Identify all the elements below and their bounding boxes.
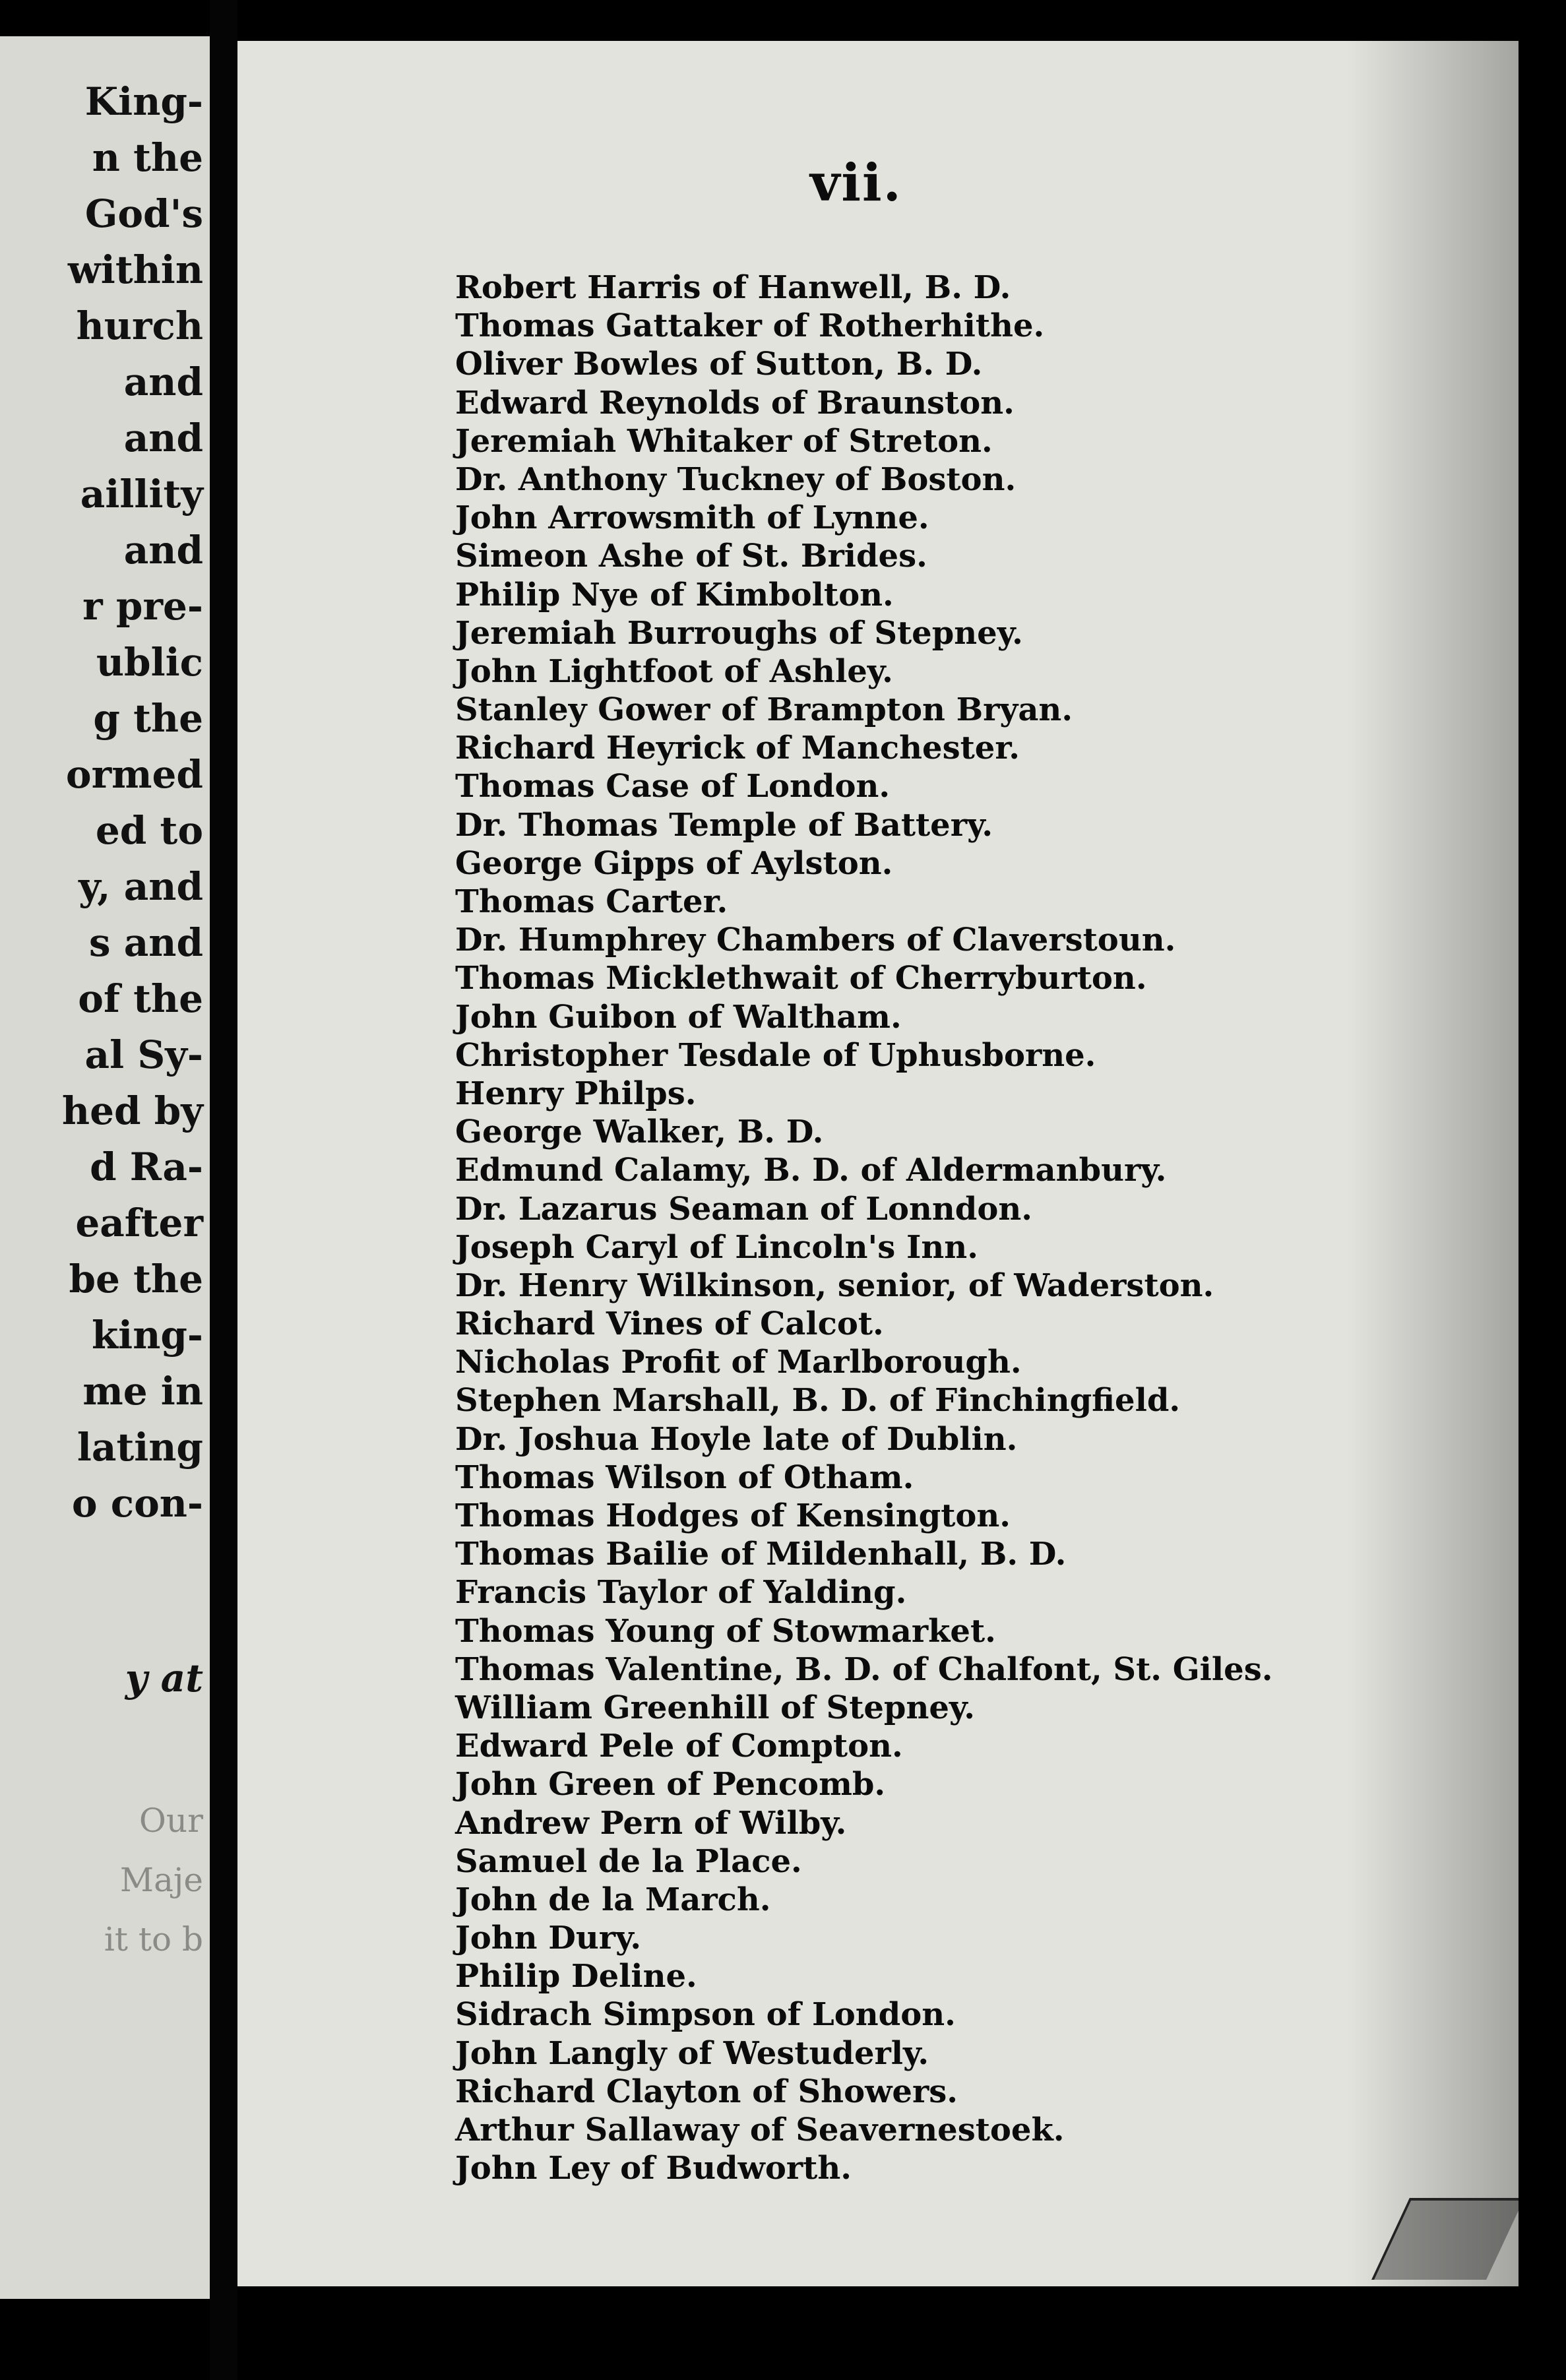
left-page-text-fragment: d Ra- [90,1144,203,1189]
name-entry: Thomas Bailie of Mildenhall, B. D. [455,1536,1067,1573]
name-entry: Philip Nye of Kimbolton. [455,576,894,613]
name-entry: Richard Vines of Calcot. [455,1305,884,1343]
name-entry: Richard Clayton of Showers. [455,2073,958,2110]
name-entry: Jeremiah Burroughs of Stepney. [455,614,1023,652]
name-entry: Philip Deline. [455,1958,697,1995]
left-page-text-fragment: and [123,528,203,573]
name-entry: John Arrowsmith of Lynne. [455,499,929,537]
name-entry: Sidrach Simpson of London. [455,1996,956,2034]
left-page-text-fragment: within [67,247,203,292]
left-page-text-fragment: it to b [104,1920,203,1958]
name-entry: Robert Harris of Hanwell, B. D. [455,269,1011,306]
name-entry: Christopher Tesdale of Uphusborne. [455,1036,1096,1074]
left-page-text-fragment: o con- [71,1481,203,1526]
name-entry: John Green of Pencomb. [455,1766,886,1803]
main-page [237,41,1519,2286]
name-entry: John Dury. [455,1920,642,1957]
name-entry: Simeon Ashe of St. Brides. [455,538,927,575]
name-entry: Samuel de la Place. [455,1842,802,1880]
left-page-text-fragment: God's [84,191,203,236]
name-entry: Thomas Gattaker of Rotherhithe. [455,307,1045,345]
left-page-text-fragment: r pre- [82,584,203,629]
left-page-text-fragment: eafter [75,1201,203,1245]
page-shadow [1347,41,1519,2286]
name-entry: Edmund Calamy, B. D. of Aldermanbury. [455,1152,1167,1189]
name-entry: Nicholas Profit of Marlborough. [455,1344,1022,1381]
name-entry: Edward Reynolds of Braunston. [455,384,1015,422]
left-page-text-fragment: n the [92,135,203,180]
name-entry: Dr. Anthony Tuckney of Boston. [455,460,1017,498]
left-page-text-fragment: of the [78,976,203,1021]
name-entry: Dr. Henry Wilkinson, senior, of Waderston. [455,1267,1214,1304]
name-entry: Dr. Thomas Temple of Battery. [455,806,993,844]
name-entry: Richard Heyrick of Manchester. [455,730,1020,767]
name-entry: Thomas Case of London. [455,768,891,805]
name-entry: John Lightfoot of Ashley. [455,652,893,690]
left-page-text-fragment: ed to [95,808,203,853]
left-page-text-fragment: al Sy- [84,1032,203,1077]
name-entry: Thomas Wilson of Otham. [455,1458,914,1496]
left-page-text-fragment: aillity [80,472,203,517]
left-page-text-fragment: ormed [65,752,203,797]
name-entry: Henry Philps. [455,1075,697,1112]
name-entry: Thomas Young of Stowmarket. [455,1612,996,1650]
name-entry: John de la March. [455,1881,771,1918]
name-entry: Joseph Caryl of Lincoln's Inn. [455,1228,978,1266]
name-entry: Oliver Bowles of Sutton, B. D. [455,346,983,383]
left-page-text-fragment: and [123,360,203,404]
name-entry: Dr. Lazarus Seaman of Lonndon. [455,1190,1032,1228]
name-entry: Jeremiah Whitaker of Streton. [455,422,993,460]
left-page-text-fragment: Maje [119,1861,203,1899]
left-page-text-fragment: g the [93,696,203,741]
left-page-text-fragment: ublic [96,640,203,685]
name-entry: Francis Taylor of Yalding. [455,1574,907,1612]
name-entry: Dr. Humphrey Chambers of Claverstoun. [455,922,1176,959]
left-page-text-fragment: hed by [61,1088,203,1133]
name-entry: Thomas Hodges of Kensington. [455,1497,1011,1534]
name-entry: Stanley Gower of Brampton Bryan. [455,691,1073,729]
left-page-text-fragment: King- [84,79,203,124]
left-page-text-fragment: hurch [76,303,203,348]
name-entry: Thomas Micklethwait of Cherryburton. [455,960,1147,997]
name-entry: Stephen Marshall, B. D. of Finchingfield. [455,1382,1181,1420]
left-page-text-fragment: be the [69,1257,203,1301]
left-page-text-fragment: Our [139,1801,203,1840]
left-page-text-fragment: and [123,416,203,460]
left-page-text-fragment: king- [91,1313,203,1358]
name-entry: Andrew Pern of Wilby. [455,1804,847,1842]
left-page-text-fragment: lating [77,1425,203,1470]
name-entry: George Walker, B. D. [455,1113,824,1151]
name-entry: Thomas Carter. [455,883,728,920]
left-facing-page [0,36,210,2299]
left-page-text-fragment: s and [88,920,203,965]
name-entry: Arthur Sallaway of Seavernestoek. [455,2112,1065,2148]
name-entry: John Guibon of Waltham. [455,998,902,1036]
name-entry: George Gipps of Aylston. [455,844,893,882]
name-entry: Thomas Valentine, B. D. of Chalfont, St. Giles. [455,1650,1273,1688]
name-entry: William Greenhill of Stepney. [455,1689,976,1726]
name-entry: John Langly of Westuderly. [455,2034,929,2072]
name-entry: Edward Pele of Compton. [455,1728,903,1765]
name-entry: Dr. Joshua Hoyle late of Dublin. [455,1420,1018,1458]
page-number: vii. [810,153,902,213]
book-gutter [210,0,237,2380]
left-page-text-fragment: y, and [78,864,203,909]
left-page-text-fragment: y at [125,1656,203,1701]
left-page-text-fragment: me in [82,1369,203,1414]
name-entry: John Ley of Budworth. [455,2150,852,2187]
divines-name-list [455,268,1272,2187]
